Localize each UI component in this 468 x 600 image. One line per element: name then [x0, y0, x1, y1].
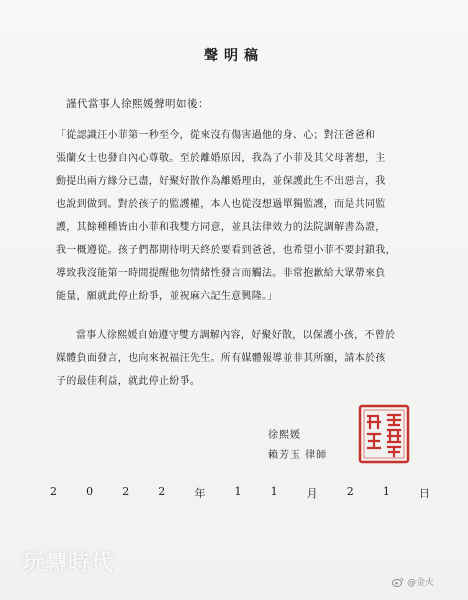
document-date [50, 485, 430, 501]
quote-line: 我一概遵從。孩子們都期待明天終於要看到爸爸，也希望小菲不要封鎖我， [56, 245, 396, 256]
quote-line: 能量，願就此停止紛爭，並祝麻六記生意興隆。」 [56, 291, 278, 302]
date-char: 0 [86, 485, 94, 498]
quote-line: 「從認識汪小菲第一秒至今，從來沒有傷害過他的身、心；對汪爸爸和 [56, 130, 376, 141]
watermark-handle [392, 575, 434, 588]
quoted-statement [56, 124, 418, 308]
date-char: 日 [418, 487, 430, 500]
signatory-name: 徐熙媛 [268, 430, 301, 441]
date-char: 1 [270, 485, 278, 498]
date-char: 1 [382, 485, 390, 498]
date-char: 年 [194, 487, 206, 500]
date-char: 月 [306, 487, 318, 500]
closing-line: 當事人徐熙媛自始遵守雙方調解內容，好聚好散，以保護小孩，不曾於 [76, 330, 396, 341]
quote-line: 也說到做到。對於孩子的監護權，本人也從沒想過單獨監護，而是共同監 [56, 199, 386, 210]
closing-line: 媒體負面發言，也向來祝福汪先生。所有媒體報導並非其所願，請本於孩 [56, 353, 386, 364]
quote-line: 動提出兩方緣分已盡，好聚好散作為離婚理由，並保護此生不出惡言，我 [56, 176, 386, 187]
date-char: 2 [122, 485, 130, 498]
weibo-icon [392, 577, 404, 587]
lawyer-name: 賴芳玉 律師 [268, 450, 328, 461]
document-title: 聲明稿 [204, 48, 264, 64]
watermark-logo: 玩轉時代 [22, 551, 115, 576]
date-char: 2 [158, 485, 166, 498]
intro-line: 謹代當事人徐熙媛聲明如後： [66, 98, 209, 110]
quote-line: 導致我沒能第一時間提醒他勿情緒性發言而觸法。非常抱歉給大眾帶來負 [56, 268, 386, 279]
date-char: 1 [234, 485, 242, 498]
quote-line: 張蘭女士也發自內心尊敬。至於離婚原因，我為了小菲及其父母著想，主 [56, 153, 386, 164]
watermark-handle-text: @金火 [407, 578, 435, 588]
lawyer-seal-stamp [358, 404, 410, 464]
date-char: 2 [346, 485, 354, 498]
closing-line: 子的最佳利益，就此停止紛爭。 [56, 376, 201, 387]
quote-line: 護，其餘種種皆由小菲和我雙方同意，並具法律效力的法院調解書為證， [56, 222, 386, 233]
closing-paragraph [56, 324, 418, 393]
date-char: 2 [50, 485, 57, 498]
